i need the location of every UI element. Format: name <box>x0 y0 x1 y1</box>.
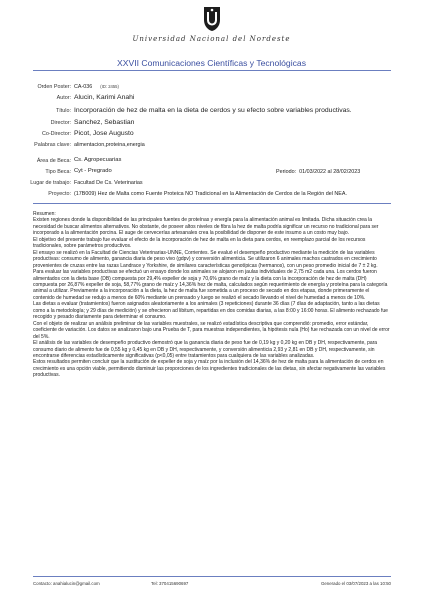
orden-poster-code: CA-036 <box>74 84 93 90</box>
resumen-paragraph: Existen regiones donde la disponibilidad de las principales fuentes de proteínas y energía para la alimentación animal es limitada. Dicha situación crea la necesidad de buscar alimentos alternativos. No obstante, de poseer altos niveles de fibra la hez de malta podría significar un recurso no tradicional para ser incorporado a la alimentación porcina. El auge de cervecerías artesanales crea la posibilidad de disponer de este insumo a un costo muy bajo. <box>33 217 379 237</box>
codirector-label: Co-Director: <box>41 131 71 137</box>
director-label: Director: <box>50 120 71 126</box>
resumen-paragraph: El objetivo del presente trabajo fue evaluar el efecto de la incorporación de hez de malta en la dieta para cerdos, en reemplazo parcial de los recursos tradicionales, sobre parámetros productivos. <box>33 236 366 250</box>
autor-label: Autor: <box>56 95 71 101</box>
poster-id: (ID: 2455) <box>100 84 119 89</box>
resumen-paragraph: Las dietas a evaluar (tratamientos) fueron asignados aleatoriamente a los animales (3 repeticiones) durante 36 días (7 días de adaptación, tanto a las dietas como a la metodología; y 29 días de medición) y se ofrecieron ad libitum, repartidas en dos comidas diarias, a las 8:00 y 16:00 horas. El alimento rechazado fue recogido y pesado diariamente para determinar el consumo. <box>33 301 388 321</box>
resumen-paragraph: Estos resultados permiten concluir que la sustitución de expeller de soja y maíz por la inclusión del 14,36% de hez de malta para la alimentación de cerdos en crecimiento es una opción viable, permitiendo disminuir las proporciones de los ingredientes tradicionales de las dietas, sin afectar negativamente las variables productivas. <box>33 359 386 379</box>
university-logo-icon <box>201 6 223 32</box>
metadata-divider <box>33 203 391 204</box>
footer-divider <box>33 576 391 577</box>
lugar-trabajo-label: Lugar de trabajo: <box>30 180 71 186</box>
tipo-beca-value: Cyt - Pregrado <box>74 168 112 174</box>
proyecto-value: (17B009) Hez de Malta como Fuente Proteica NO Tradicional en la Alimentación de Cerdos de la Región del NEA. <box>74 191 347 197</box>
congress-title: XXVII Comunicaciones Científicas y Tecnológicas <box>117 58 306 68</box>
resumen-section <box>33 211 391 379</box>
footer-phone: Tel: 3704156906​97 <box>151 581 189 586</box>
resumen-paragraph: Con el objeto de realizar un análisis preliminar de las variables muestrales, se realizó estadística descriptiva que comprendió: promedio, error estándar, coeficiente de variación. Los datos se analizaron bajo una Prueba de T, para muestras independientes, la hipótesis nula (Ho) fue rechazada con un nivel de error del 5%. <box>33 320 390 340</box>
tipo-beca-label: Tipo Beca: <box>45 169 71 175</box>
orden-poster-value <box>74 84 119 90</box>
university-name: Universidad Nacional del Nordeste <box>132 35 291 43</box>
footer-contact: Contacto: anahialucin@gmail.com <box>33 581 100 586</box>
lugar-trabajo-value: Facultad De Cs. Veterinarias <box>74 180 143 186</box>
palabras-clave-value: alimentacion,proteina,energia <box>74 142 145 148</box>
resumen-heading: Resumen: <box>33 211 56 217</box>
director-value: Sanchez, Sebastian <box>74 119 135 126</box>
titulo-value: Incorporación de hez de malta en la dieta de cerdos y su efecto sobre variables productivas. <box>74 107 352 114</box>
area-beca-value: Cs. Agropecuarias <box>74 157 122 163</box>
periodo-value: 01/03/2022 al 28/02/2023 <box>299 169 361 175</box>
autor-value: Alucin, Karimi Anahi <box>74 94 135 101</box>
resumen-paragraph: El ensayo se realizó en la Facultad de Ciencias Veterinarias-UNNE, Corrientes. Se evaluó el desempeño productivo mediante la medición de las variables productivas: consumo de alimento, ganancia diaria de peso vivo (gdpv) y conversión alimenticia. Se utilizaron 6 animales machos castrados en crecimiento provenientes de cruzas entre las razas Landrace y Yorkshire, de similares características genotípicas (hermanos), con un peso promedio inicial de 7 ± 2 kg. <box>33 249 378 269</box>
proyecto-label: Proyecto: <box>48 191 71 197</box>
resumen-paragraph: El análisis de las variables de desempeño productivo demostró que la ganancia diaria de peso fue de 0,19 kg y 0,20 kg en DB y DH, respectivamente, para consumo diario de alimento fue de 0,55 kg y 0,45 kg en DB y DH, respectivamente, y conversión alimenticia 2,93 y 2,81 en DB y DH, respectivamente, sin encontrarse diferencias estadísticamente significativas (p<0,05) entre tratamientos para cualquiera de las variables analizadas. <box>33 340 378 359</box>
header-divider <box>33 70 391 71</box>
palabras-clave-label: Palabras clave: <box>34 142 71 148</box>
periodo-label: Periodo: <box>276 169 297 175</box>
orden-poster-label: Orden Poster: <box>37 84 71 90</box>
area-beca-label: Área de Beca: <box>36 158 71 164</box>
titulo-label: Título: <box>56 108 71 114</box>
resumen-paragraph: Para evaluar las variables productivas se efectuó un ensayo donde los animales se alojaron en jaulas individuales de 2,75 m2 cada una. Los cerdos fueron alimentados con la dieta base (DB) compuesta por 29,4% expeller de soja y 70,6% grano de maíz y la dieta con la incorporación de hez de malta (DH) compuesta por 26,87% expeller de soja, 58,77% grano de maíz y 14,36% hez de malta, calculados según requerimiento de energía y proteína para la categoría animal a utilizar. Previamente a la incorporación a la dieta, la hez de malta fue sometida a un proceso de secado en dos etapas, donde primeramente el contenido de humedad se redujo a menos de 60% mediante un prensado y luego se realizó el secado llevando el nivel de humedad a menos de 10%. <box>33 269 388 301</box>
periodo <box>276 169 360 175</box>
codirector-value: Picot, Jose Augusto <box>74 130 134 137</box>
header <box>0 6 423 43</box>
footer-generated: Generado el 03/07/2023 a las 10:50 <box>320 581 391 586</box>
